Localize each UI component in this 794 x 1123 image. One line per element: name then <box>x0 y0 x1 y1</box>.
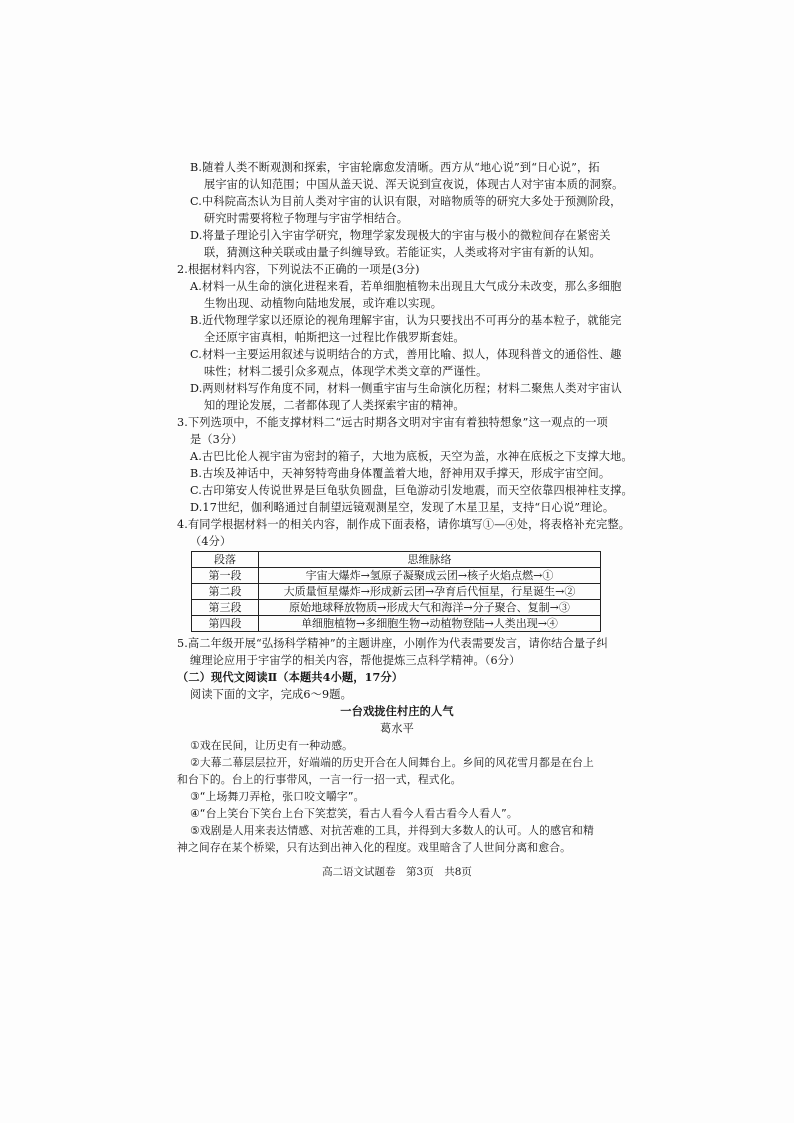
q2-stem: 2.根据材料内容，下列说法不正确的一项是(3分) <box>177 263 420 276</box>
thinking-flow-table <box>191 551 601 632</box>
q1-option-b-line1: B.随着人类不断观测和探索，宇宙轮廓愈发清晰。西方从“地心说”到“日心说”，拓 <box>190 161 600 174</box>
section-heading: （二）现代文阅读Ⅱ（本题共4小题，17分） <box>177 670 404 684</box>
table-header-row <box>192 552 601 568</box>
table-header-flow: 思维脉络 <box>259 552 601 568</box>
q1-option-c-line1: C.中科院高杰认为目前人类对宇宙的认识有限，对暗物质等的研究大多处于预测阶段， <box>190 195 622 208</box>
q2-option-b-line2: 全还原宇宙真相，帕斯把这一过程比作俄罗斯套娃。 <box>204 331 465 344</box>
q5-line1: 5.高二年级开展“弘扬科学精神”的主题讲座，小刚作为代表需要发言，请你结合量子纠 <box>177 637 608 650</box>
table-cell-flow: 单细胞植物→多细胞生物→动植物登陆→人类出现→④ <box>259 616 601 632</box>
table-cell-paragraph: 第二段 <box>192 584 259 600</box>
article-paragraph-2-line1: ②大幕二幕层层拉开，好端端的历史开合在人间舞台上。乡间的风花雪月都是在台上 <box>190 756 594 769</box>
article-paragraph-1: ①戏在民间，让历史有一种动感。 <box>190 739 354 752</box>
article-paragraph-3: ③“上场舞刀弄枪，张口咬文嚼字”。 <box>190 790 365 803</box>
table-header-paragraph: 段落 <box>192 552 259 568</box>
article-title: 一台戏拢住村庄的人气 <box>340 704 454 718</box>
q2-option-c-line1: C.材料一主要运用叙述与说明结合的方式，善用比喻、拟人，体现科普文的通俗性、趣 <box>190 348 622 361</box>
table-row <box>192 600 601 616</box>
q5-line2: 缠理论应用于宇宙学的相关内容，帮他提炼三点科学精神。（6分） <box>190 654 521 667</box>
table-cell-flow: 原始地球释放物质→形成大气和海洋→分子聚合、复制→③ <box>259 600 601 616</box>
page-footer: 高二语文试题卷 第3页 共8页 <box>322 866 472 878</box>
table-row <box>192 584 601 600</box>
table-cell-paragraph: 第三段 <box>192 600 259 616</box>
q2-option-d-line2: 知的理论发展，二者都体现了人类探索宇宙的精神。 <box>204 399 465 412</box>
table-cell-paragraph: 第一段 <box>192 568 259 584</box>
q1-option-d-line1: D.将量子理论引入宇宙学研究，物理学家发现极大的宇宙与极小的微粒间存在紧密关 <box>190 229 611 242</box>
q3-option-a: A.古巴比伦人视宇宙为密封的箱子，大地为底板，天空为盖，水神在底板之下支撑大地。 <box>190 450 633 463</box>
table-cell-flow: 大质量恒星爆炸→形成新云团→孕育后代恒星，行星诞生→② <box>259 584 601 600</box>
article-paragraph-5-line1: ⑤戏剧是人用来表达情感、对抗苦难的工具，并得到大多数人的认可。人的感官和精 <box>190 824 594 837</box>
q2-option-b-line1: B.近代物理学家以还原论的视角理解宇宙，认为只要找出不可再分的基本粒子，就能完 <box>190 314 622 327</box>
table-cell-flow: 宇宙大爆炸→氢原子凝聚成云团→核子火焰点燃→① <box>259 568 601 584</box>
article-paragraph-2-line2: 和台下的。台上的行事带风，一言一行一招一式，程式化。 <box>177 773 462 786</box>
article-paragraph-5-line2: 神之间存在某个桥梁，只有达到出神入化的程度。戏里暗含了人世间分离和愈合。 <box>177 841 572 854</box>
q3-option-d: D.17世纪，伽利略通过自制望远镜观测星空，发现了木星卫星，支持“日心说”理论。 <box>190 501 615 514</box>
q3-option-b: B.古埃及神话中，天神努特弯曲身体覆盖着大地，舒神用双手撑天，形成宇宙空间。 <box>190 467 611 480</box>
article-paragraph-4: ④“台上笑台下笑台上台下笑惹笑，看古人看今人看古看今人看人”。 <box>190 807 518 820</box>
q2-option-d-line1: D.两则材料写作角度不同，材料一侧重宇宙与生命演化历程；材料二聚焦人类对宇宙认 <box>190 382 622 395</box>
q1-option-c-line2: 研究时需要将粒子物理与宇宙学相结合。 <box>204 212 409 225</box>
q3-stem-line2: 是（3分） <box>190 433 243 446</box>
q1-option-b-line2: 展宇宙的认知范围；中国从盖天说、浑天说到宣夜说，体现古人对宇宙本质的洞察。 <box>204 178 624 191</box>
q4-stem-line2: （4分） <box>190 535 232 548</box>
q1-option-d-line2: 联，猜测这种关联或由量子纠缠导致。若能证实，人类或将对宇宙有新的认知。 <box>204 246 601 259</box>
q4-stem-line1: 4.有同学根据材料一的相关内容，制作成下面表格，请你填写①—④处，将表格补充完整。 <box>177 518 631 531</box>
article-author: 葛水平 <box>379 722 414 735</box>
table-row <box>192 616 601 632</box>
section-instruction: 阅读下面的文字，完成6～9题。 <box>190 688 352 701</box>
q3-stem-line1: 3.下列选项中，不能支撑材料二“远古时期各文明对宇宙有着独特想象”这一观点的一项 <box>177 416 608 429</box>
q2-option-a-line2: 生物出现、动植物向陆地发展，或许难以实现。 <box>204 297 443 310</box>
table-row <box>192 568 601 584</box>
q2-option-a-line1: A.材料一从生命的演化进程来看，若单细胞植物未出现且大气成分未改变，那么多细胞 <box>190 280 622 293</box>
q2-option-c-line2: 味性；材料二援引众多观点，体现学术类文章的严谨性。 <box>204 365 488 378</box>
table-cell-paragraph: 第四段 <box>192 616 259 632</box>
q3-option-c: C.古印第安人传说世界是巨龟驮负圆盘，巨龟游动引发地震，而天空依靠四根神柱支撑。 <box>190 484 633 497</box>
